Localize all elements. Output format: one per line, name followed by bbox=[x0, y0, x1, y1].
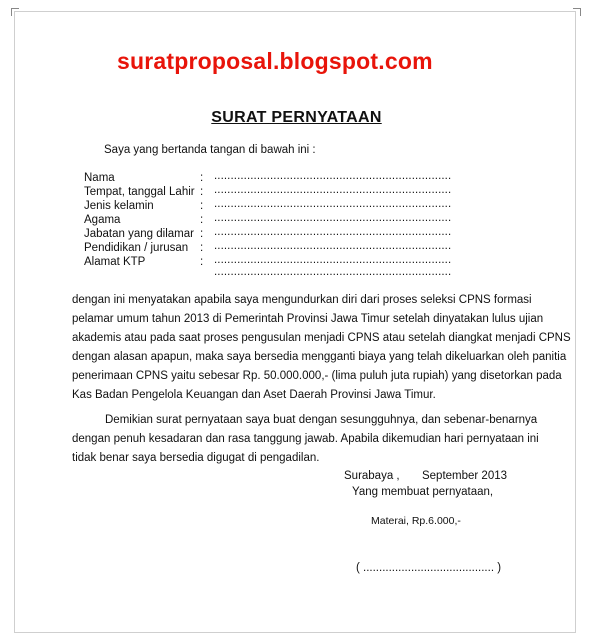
field-colon: : bbox=[200, 214, 204, 226]
paragraph-line: pelamar umum tahun 2013 di Pemerintah Provinsi Jawa Timur setelah dinyatakan lulus ujian bbox=[72, 313, 544, 325]
paragraph-line: dengan ini menyatakan apabila saya mengundurkan diri dari proses seleksi CPNS formasi bbox=[72, 294, 532, 306]
field-blank: ........................................................................ bbox=[214, 254, 452, 266]
field-colon: : bbox=[200, 186, 204, 198]
stamp-note: Materai, Rp.6.000,- bbox=[371, 515, 461, 527]
field-colon: : bbox=[200, 200, 204, 212]
signature-name-line: ( ......................................... ) bbox=[356, 562, 502, 574]
closing-paragraph bbox=[72, 411, 539, 468]
field-colon: : bbox=[200, 256, 204, 268]
field-label: Tempat, tanggal Lahir bbox=[84, 186, 195, 198]
address-continuation-blank: ........................................................................ bbox=[214, 266, 452, 278]
paragraph-line: Demikian surat pernyataan saya buat dengan sesungguhnya, dan sebenar-benarnya bbox=[105, 414, 538, 426]
field-colon: : bbox=[200, 228, 204, 240]
document-title bbox=[0, 109, 591, 127]
field-label: Agama bbox=[84, 214, 121, 226]
paragraph-line: Kas Badan Pengelola Keuangan dan Aset Daerah Provinsi Jawa Timur. bbox=[72, 389, 436, 401]
field-label: Alamat KTP bbox=[84, 256, 146, 268]
signature-place-date: Surabaya , September 2013 bbox=[344, 470, 508, 482]
paragraph-line: dengan alasan apapun, maka saya bersedia mengganti biaya yang telah dikeluarkan oleh panitia bbox=[72, 351, 567, 363]
statement-paragraph bbox=[72, 291, 571, 405]
field-colon: : bbox=[200, 242, 204, 254]
watermark-url: suratproposal.blogspot.com bbox=[117, 48, 433, 74]
field-label: Jabatan yang dilamar bbox=[84, 228, 194, 240]
field-blank: ........................................................................ bbox=[214, 184, 452, 196]
field-label: Pendidikan / jurusan bbox=[84, 242, 189, 254]
intro-text: Saya yang bertanda tangan di bawah ini : bbox=[104, 144, 316, 156]
paragraph-line: dengan penuh kesadaran dan rasa tanggung jawab. Apabila dikemudian hari pernyataan ini bbox=[72, 433, 539, 445]
corner-mark-left bbox=[11, 8, 19, 16]
paragraph-line: tidak benar saya bersedia digugat di pengadilan. bbox=[72, 452, 320, 464]
field-blank: ........................................................................ bbox=[214, 198, 452, 210]
field-blank: ........................................................................ bbox=[214, 170, 452, 182]
field-blank: ........................................................................ bbox=[214, 240, 452, 252]
corner-mark-right bbox=[573, 8, 581, 16]
field-colon: : bbox=[200, 172, 204, 184]
paragraph-line: penerimaan CPNS yaitu sebesar Rp. 50.000.000,- (lima puluh juta rupiah) yang disetorkan pada bbox=[72, 370, 562, 382]
field-blank: ........................................................................ bbox=[214, 226, 452, 238]
signature-maker: Yang membuat pernyataan, bbox=[352, 486, 494, 498]
document-title-text: SURAT PERNYATAAN bbox=[211, 109, 382, 126]
field-blank: ........................................................................ bbox=[214, 212, 452, 224]
field-label: Jenis kelamin bbox=[84, 200, 154, 212]
paragraph-line: akademis atau pada saat proses pengusulan menjadi CPNS atau setelah diangkat menjadi CPNS bbox=[72, 332, 571, 344]
field-label: Nama bbox=[84, 172, 115, 184]
